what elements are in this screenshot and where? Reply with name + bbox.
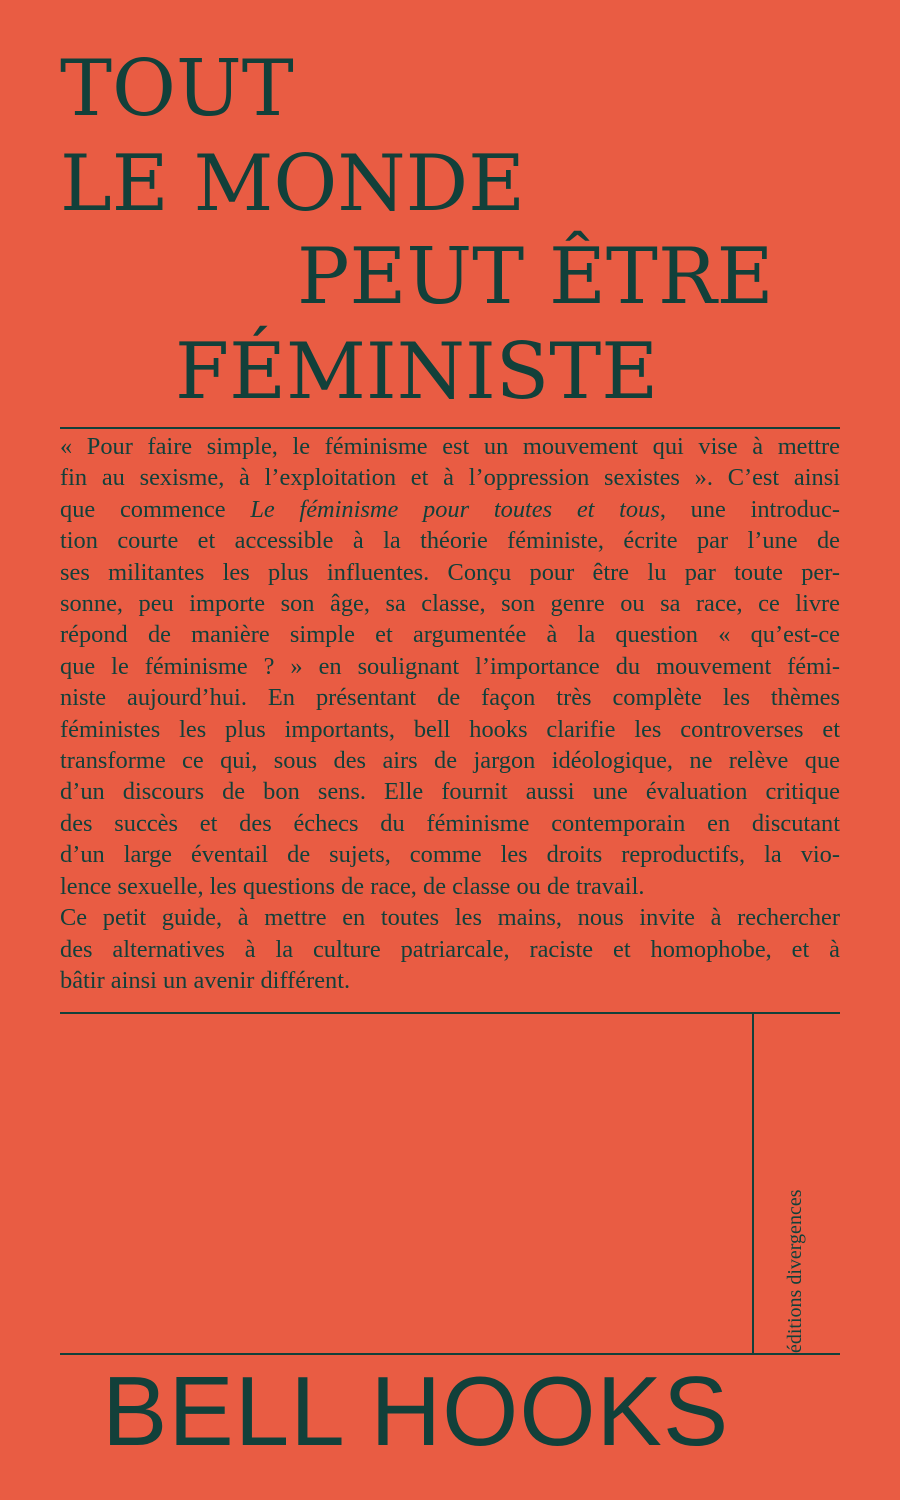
blurb-line: bâtir ainsi un avenir différent. [60,966,351,994]
top-divider [60,427,840,429]
blurb-line: sonne, peu importe son âge, sa classe, son genre ou sa race, ce livre [60,590,840,618]
blurb-line: répond de manière simple et argumentée à la question « qu’est-ce [60,621,840,649]
title-line-2: LE MONDE [60,139,526,229]
blurb-line: que le féminisme ? » en soulignant l’importance du mouvement fémi- [60,652,840,680]
blurb-line: d’un large éventail de sujets, comme les droits reproductifs, la vio- [60,841,840,869]
blurb-line: des alternatives à la culture patriarcale, raciste et homophobe, et à [60,935,840,963]
title-line-1: TOUT [60,44,294,134]
blurb-line: féministes les plus importants, bell hooks clarifie les controverses et [60,715,840,743]
author-name: BELL HOOKS [102,1356,730,1466]
blurb-text-segment: que commence [60,495,251,523]
publisher-name: éditions divergences [784,1189,806,1353]
blurb-line: ses militantes les plus influentes. Conçu pour être lu par toute per- [60,558,840,586]
blurb-line: fin au sexisme, à l’exploitation et à l’oppression sexistes ». C’est ainsi [60,464,840,492]
blurb-line: des succès et des échecs du féminisme contemporain en discutant [60,809,840,837]
vertical-divider [752,1013,754,1354]
blurb-text [60,431,840,996]
blurb-line: Ce petit guide, à mettre en toutes les mains, nous invite à rechercher [60,904,840,932]
blurb-line: transforme ce qui, sous des airs de jargon idéologique, ne relève que [60,747,840,775]
title-line-4: FÉMINISTE [175,327,659,417]
blurb-line: d’un discours de bon sens. Elle fournit aussi une évaluation critique [60,778,840,806]
blurb-line: tion courte et accessible à la théorie féministe, écrite par l’une de [60,527,840,555]
blurb-line: lence sexuelle, les questions de race, de classe ou de travail. [60,872,645,900]
blurb-line [60,494,840,525]
bottom-divider [60,1353,840,1355]
middle-divider [60,1012,840,1014]
blurb-text-segment: , une introduc- [659,495,840,523]
blurb-line: niste aujourd’hui. En présentant de façon très complète les thèmes [60,684,840,712]
book-title-italic: Le féminisme pour toutes et tous [250,495,660,523]
blurb-line: « Pour faire simple, le féminisme est un mouvement qui vise à mettre [60,433,840,460]
title-line-3: PEUT ÊTRE [297,232,774,322]
